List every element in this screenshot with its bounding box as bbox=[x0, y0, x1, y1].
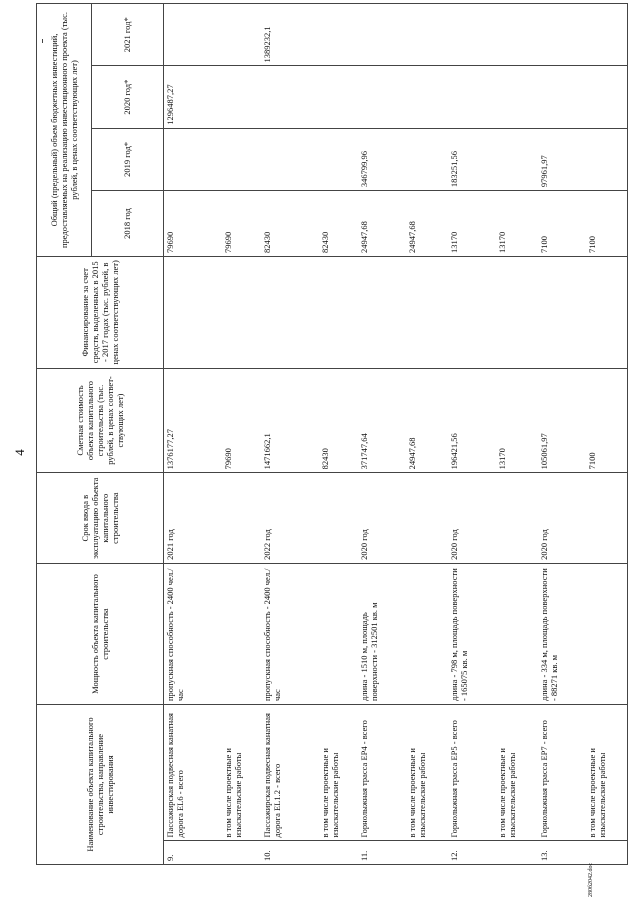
financing-cell bbox=[496, 256, 538, 368]
value-2021 bbox=[164, 4, 222, 66]
cost-cell: 79690 bbox=[222, 368, 261, 473]
table-row bbox=[222, 4, 261, 865]
header-2020: 2020 год* bbox=[92, 66, 164, 128]
cost-cell: 1471662,1 bbox=[261, 368, 319, 473]
header-total-volume: Общий (предельный) объем бюджетных инвестиций, предоставляемых на реализацию инвестиционного проекта (тыс. рублей, в ценах соответствующих лет) bbox=[37, 4, 92, 257]
value-2018: 79690 bbox=[164, 191, 222, 257]
financing-cell bbox=[358, 256, 406, 368]
value-2020 bbox=[406, 66, 448, 128]
value-2021 bbox=[222, 4, 261, 66]
value-2021 bbox=[496, 4, 538, 66]
value-2019 bbox=[496, 128, 538, 190]
object-name: в том числе проектные и изыскательские работы bbox=[319, 705, 358, 841]
cost-cell: 371747,64 bbox=[358, 368, 406, 473]
value-2019 bbox=[319, 128, 358, 190]
capacity-cell bbox=[496, 563, 538, 704]
object-name: Горнолыжная трасса EP5 - всего bbox=[448, 705, 496, 841]
header-capacity: Мощность объекта капитального строительства bbox=[37, 563, 164, 704]
value-2020 bbox=[319, 66, 358, 128]
object-name: Пассажирская подвесная канатная дорога EL6 - всего bbox=[164, 705, 222, 841]
value-2018: 13170 bbox=[496, 191, 538, 257]
capacity-cell: пропускная способность - 2400 чел./час bbox=[261, 563, 319, 704]
term-cell: 2020 год bbox=[448, 473, 496, 564]
term-cell: 2020 год bbox=[538, 473, 586, 564]
capacity-cell bbox=[319, 563, 358, 704]
row-number bbox=[586, 841, 628, 865]
value-2019: 97961,97 bbox=[538, 128, 586, 190]
value-2019 bbox=[261, 128, 319, 190]
capacity-cell bbox=[222, 563, 261, 704]
value-2021 bbox=[358, 4, 406, 66]
value-2020 bbox=[448, 66, 496, 128]
value-2020 bbox=[586, 66, 628, 128]
value-2020 bbox=[261, 66, 319, 128]
term-cell bbox=[222, 473, 261, 564]
table-body bbox=[164, 4, 628, 865]
row-number bbox=[496, 841, 538, 865]
value-2020 bbox=[222, 66, 261, 128]
object-name: в том числе проектные и изыскательские работы bbox=[496, 705, 538, 841]
financing-cell bbox=[406, 256, 448, 368]
object-name: Горнолыжная трасса EP7 - всего bbox=[538, 705, 586, 841]
row-number: 11. bbox=[358, 841, 406, 865]
term-cell: 2022 год bbox=[261, 473, 319, 564]
object-name: в том числе проектные и изыскательские работы bbox=[222, 705, 261, 841]
table-row bbox=[586, 4, 628, 865]
value-2019: 346799,96 bbox=[358, 128, 406, 190]
row-number bbox=[406, 841, 448, 865]
value-2021 bbox=[319, 4, 358, 66]
cost-cell: 7100 bbox=[586, 368, 628, 473]
row-number bbox=[319, 841, 358, 865]
capacity-cell: длина - 798 м, площадь поверхности - 165075 кв. м bbox=[448, 563, 496, 704]
term-cell: 2021 год bbox=[164, 473, 222, 564]
table-row bbox=[358, 4, 406, 865]
cost-cell: 105061,97 bbox=[538, 368, 586, 473]
value-2020: 1296487,27 bbox=[164, 66, 222, 128]
value-2021 bbox=[586, 4, 628, 66]
row-number: 12. bbox=[448, 841, 496, 865]
value-2019 bbox=[406, 128, 448, 190]
cost-cell: 13170 bbox=[496, 368, 538, 473]
object-name: Горнолыжная трасса EP4 - всего bbox=[358, 705, 406, 841]
row-number: 10. bbox=[261, 841, 319, 865]
capacity-cell: длина - 334 м, площадь поверхности - 88271 кв. м bbox=[538, 563, 586, 704]
table-row bbox=[448, 4, 496, 865]
table-row bbox=[538, 4, 586, 865]
row-number bbox=[222, 841, 261, 865]
header-financing: Финансирование за счет средств, выделенных в 2015 - 2017 годах (тыс. рублей, в ценах соответствующих лет) bbox=[37, 256, 164, 368]
object-name: в том числе проектные и изыскательские работы bbox=[406, 705, 448, 841]
capacity-cell bbox=[406, 563, 448, 704]
value-2020 bbox=[358, 66, 406, 128]
table-row bbox=[164, 4, 222, 865]
financing-cell bbox=[222, 256, 261, 368]
term-cell bbox=[496, 473, 538, 564]
table-row bbox=[261, 4, 319, 865]
capacity-cell: пропускная способность - 2400 чел./час bbox=[164, 563, 222, 704]
value-2019 bbox=[164, 128, 222, 190]
value-2021 bbox=[406, 4, 448, 66]
value-2018: 7100 bbox=[586, 191, 628, 257]
object-name: в том числе проектные и изыскательские работы bbox=[586, 705, 628, 841]
page-number: 4 bbox=[12, 449, 27, 456]
cost-cell: 24947,68 bbox=[406, 368, 448, 473]
value-2019: 183251,56 bbox=[448, 128, 496, 190]
table-row bbox=[319, 4, 358, 865]
row-number: 9. bbox=[164, 841, 222, 865]
row-number: 13. bbox=[538, 841, 586, 865]
table-row bbox=[406, 4, 448, 865]
value-2020 bbox=[496, 66, 538, 128]
capacity-cell bbox=[586, 563, 628, 704]
term-cell bbox=[406, 473, 448, 564]
term-cell bbox=[319, 473, 358, 564]
value-2021 bbox=[448, 4, 496, 66]
capacity-cell: длина - 1510 м, площадь поверхности - 312501 кв. м bbox=[358, 563, 406, 704]
header-2018: 2018 год bbox=[92, 191, 164, 257]
value-2021: 1389232,1 bbox=[261, 4, 319, 66]
table-row bbox=[496, 4, 538, 865]
header-2019: 2019 год* bbox=[92, 128, 164, 190]
value-2018: 13170 bbox=[448, 191, 496, 257]
header-name: Наименование объекта капитального строительства, направление инвестирования bbox=[37, 705, 164, 865]
value-2018: 7100 bbox=[538, 191, 586, 257]
header-cost: Сметная стоимость объекта капитального строительства (тыс. рублей, в ценах соответ-ствующих лет) bbox=[37, 368, 164, 473]
term-cell bbox=[586, 473, 628, 564]
file-footer: 280б2042.doc bbox=[588, 862, 594, 897]
financing-cell bbox=[538, 256, 586, 368]
value-2018: 82430 bbox=[319, 191, 358, 257]
cost-cell: 1376177,27 bbox=[164, 368, 222, 473]
value-2020 bbox=[538, 66, 586, 128]
cost-cell: 82430 bbox=[319, 368, 358, 473]
financing-cell bbox=[319, 256, 358, 368]
header-2021: 2021 год* bbox=[92, 4, 164, 66]
value-2018: 79690 bbox=[222, 191, 261, 257]
object-name: Пассажирская подвесная канатная дорога EL1.2 - всего bbox=[261, 705, 319, 841]
value-2019 bbox=[222, 128, 261, 190]
header-term: Срок ввода в эксплуатацию объекта капитального строительства bbox=[37, 473, 164, 564]
value-2019 bbox=[586, 128, 628, 190]
cost-cell: 196421,56 bbox=[448, 368, 496, 473]
value-2018: 82430 bbox=[261, 191, 319, 257]
term-cell: 2020 год bbox=[358, 473, 406, 564]
value-2018: 24947,68 bbox=[406, 191, 448, 257]
financing-cell bbox=[586, 256, 628, 368]
investment-table bbox=[36, 3, 628, 865]
financing-cell bbox=[448, 256, 496, 368]
value-2021 bbox=[538, 4, 586, 66]
financing-cell bbox=[164, 256, 222, 368]
financing-cell bbox=[261, 256, 319, 368]
value-2018: 24947,68 bbox=[358, 191, 406, 257]
